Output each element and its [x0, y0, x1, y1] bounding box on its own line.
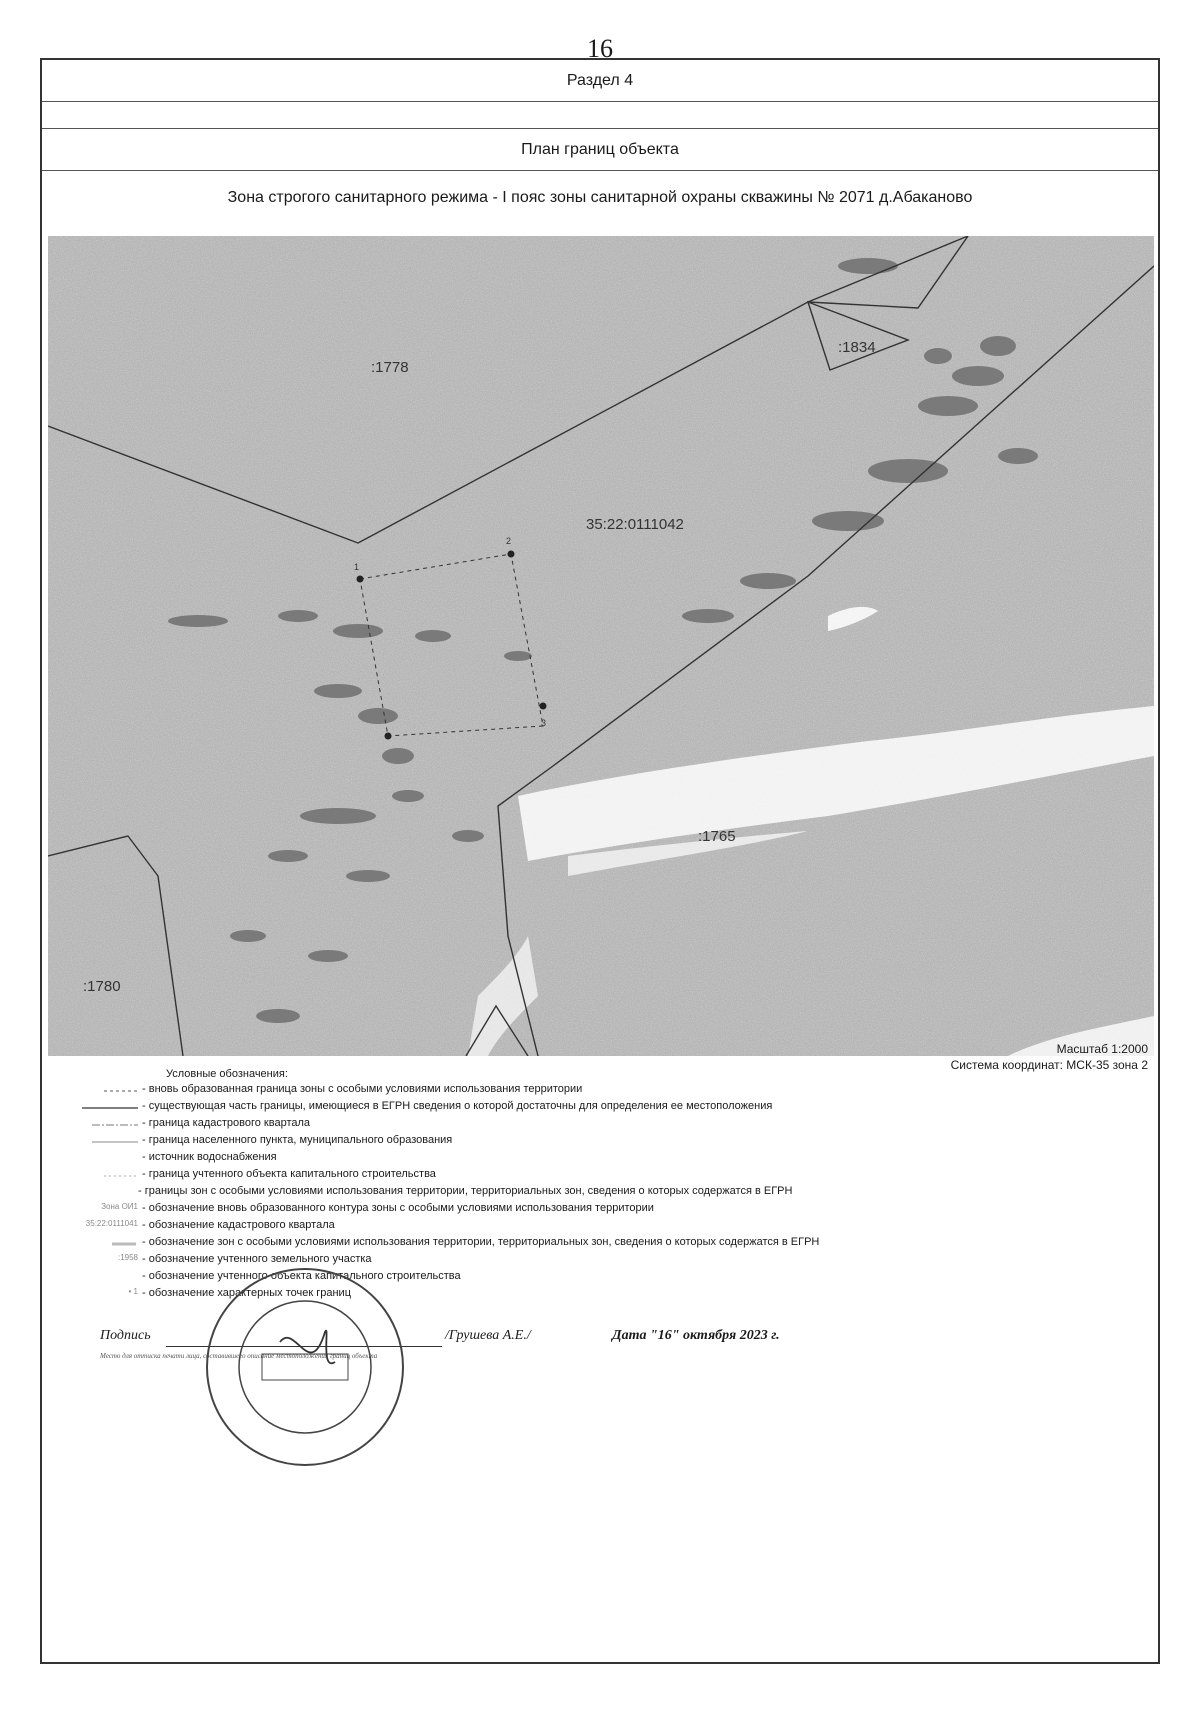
legend-symbol: [42, 1099, 142, 1116]
legend-text: - источник водоснабжения: [142, 1151, 277, 1163]
point-label-1: 1: [354, 562, 360, 572]
legend-text: - граница кадастрового квартала: [142, 1117, 311, 1129]
legend-symbol: • 1: [128, 1287, 138, 1296]
signer-name: /Грушева А.Е./: [445, 1328, 531, 1343]
legend-symbol: 35:22:0111041: [85, 1219, 138, 1228]
legend-text: - граница учтенного объекта капитального строительства: [142, 1168, 436, 1180]
legend-symbol: [42, 1133, 142, 1150]
legend-symbol: [42, 1184, 142, 1201]
legend-text: - границы зон с особыми условиями использования территории, территориальных зон, сведения о которых содержатся в ЕГРН: [138, 1185, 793, 1197]
legend-title: Условные обозначения:: [166, 1068, 288, 1080]
parcel-label-quarter: 35:22:0111042: [586, 516, 684, 533]
point-label-2: 2: [506, 536, 512, 546]
legend-text: - граница населенного пункта, муниципального образования: [142, 1134, 453, 1146]
stamp-note: Место для оттиска печати лица, составившего описание местоположения границ объекта: [100, 1352, 378, 1360]
legend-text: - обозначение учтенного объекта капитального строительства: [142, 1270, 461, 1282]
legend-text: - обозначение зон с особыми условиями использования территории, территориальных зон, сведения о которых содержатся в ЕГРН: [142, 1236, 820, 1248]
legend-symbol: [42, 1269, 142, 1286]
water-source: [385, 733, 392, 740]
parcel-label-1778: :1778: [371, 359, 409, 376]
legend-text: - обозначение вновь образованного контура зоны с особыми условиями использования территории: [142, 1202, 654, 1214]
legend-text: - обозначение учтенного земельного участка: [142, 1253, 372, 1265]
signature-date: Дата "16" октября 2023 г.: [612, 1328, 780, 1343]
legend-symbol: Зона ОИ1: [101, 1202, 138, 1211]
point-2: [508, 551, 515, 558]
parcel-label-1780: :1780: [83, 978, 121, 995]
legend-text: - обозначение кадастрового квартала: [142, 1219, 335, 1231]
cadastral-engineer-stamp: [200, 1262, 410, 1472]
legend-text: - обозначение характерных точек границ: [142, 1287, 351, 1299]
legend-symbol: [42, 1082, 142, 1099]
legend-symbol: [42, 1150, 142, 1167]
section-title: Раздел 4: [42, 60, 1158, 102]
zone-title: Зона строгого санитарного режима - I пояс зоны санитарной охраны скважины № 2071 д.Абаканово: [227, 189, 973, 206]
point-3: [540, 703, 547, 710]
signature-label: Подпись: [100, 1328, 151, 1343]
point-1: [357, 576, 364, 583]
point-label-3: 3: [541, 718, 547, 728]
legend-text: - существующая часть границы, имеющиеся в ЕГРН сведения о которой достаточны для определения ее местоположения: [142, 1100, 773, 1112]
boundary-map: [48, 236, 1154, 1056]
legend-text: - вновь образованная граница зоны с особыми условиями использования территории: [142, 1083, 583, 1095]
page-number: 16: [587, 34, 613, 63]
legend-symbol: :1958: [117, 1253, 138, 1262]
legend-symbol: [42, 1235, 142, 1252]
scale-label: Масштаб 1:2000: [1056, 1042, 1148, 1056]
legend-symbol: [42, 1167, 142, 1184]
coord-system-label: Система координат: МСК-35 зона 2: [950, 1058, 1148, 1072]
parcel-label-1834: :1834: [838, 339, 876, 356]
parcel-label-1765: :1765: [698, 828, 736, 845]
legend-symbol: [42, 1116, 142, 1133]
header-title: План границ объекта: [42, 128, 1158, 171]
